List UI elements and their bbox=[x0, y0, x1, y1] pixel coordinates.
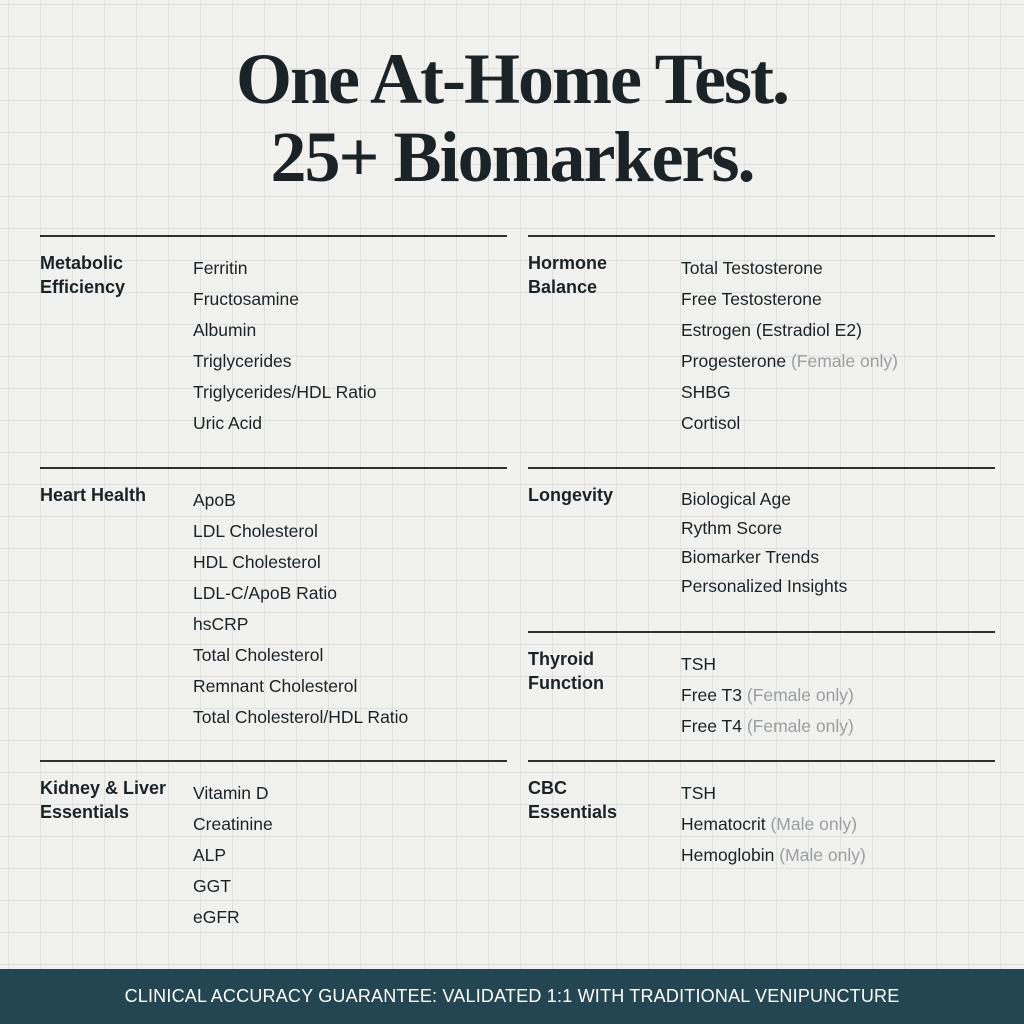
biomarker-name: Progesterone bbox=[681, 351, 787, 371]
page-title bbox=[0, 40, 1024, 196]
biomarker-name: Hematocrit bbox=[681, 814, 766, 834]
section-kidney-liver-essentials bbox=[40, 760, 507, 940]
biomarker-item: HDL Cholesterol bbox=[193, 552, 321, 572]
biomarker-item: hsCRP bbox=[193, 614, 249, 634]
biomarker-item: Biomarker Trends bbox=[681, 547, 820, 567]
biomarker-item bbox=[681, 711, 854, 742]
biomarker-item: LDL Cholesterol bbox=[193, 521, 318, 541]
biomarker-item: Biological Age bbox=[681, 489, 791, 509]
section-title bbox=[528, 483, 678, 507]
section-title bbox=[528, 776, 678, 824]
biomarker-item: Free Testosterone bbox=[681, 289, 822, 309]
section-title-line: Longevity bbox=[528, 485, 614, 505]
biomarker-item: Triglycerides bbox=[193, 351, 292, 371]
section-heart-health bbox=[40, 467, 507, 737]
availability-note: (Female only) bbox=[746, 685, 854, 705]
biomarker-item: Creatinine bbox=[193, 814, 273, 834]
section-title bbox=[40, 483, 190, 507]
section-title bbox=[528, 647, 678, 695]
biomarker-item: Vitamin D bbox=[193, 783, 269, 803]
banner-text: CLINICAL ACCURACY GUARANTEE: VALIDATED 1:1 WITH TRADITIONAL VENIPUNCTURE bbox=[124, 986, 900, 1006]
biomarker-item: Albumin bbox=[193, 320, 257, 340]
biomarker-item: Uric Acid bbox=[193, 413, 263, 433]
biomarker-item: Personalized Insights bbox=[681, 576, 848, 596]
biomarker-name: Free T3 bbox=[681, 685, 742, 705]
section-title bbox=[528, 251, 678, 299]
section-title-line: Essentials bbox=[528, 802, 618, 822]
biomarker-list bbox=[193, 778, 273, 933]
biomarker-item: Estrogen (Estradiol E2) bbox=[681, 320, 862, 340]
biomarker-item: LDL-C/ApoB Ratio bbox=[193, 583, 337, 603]
section-metabolic-efficiency bbox=[40, 235, 507, 435]
biomarker-item: Remnant Cholesterol bbox=[193, 676, 358, 696]
section-title-line: Hormone bbox=[528, 253, 608, 273]
section-title-line: Thyroid bbox=[528, 649, 594, 669]
biomarker-item: Fructosamine bbox=[193, 289, 300, 309]
biomarker-list bbox=[681, 253, 898, 439]
biomarker-item bbox=[681, 809, 866, 840]
accuracy-guarantee-banner bbox=[0, 969, 1024, 1024]
headline-line-2: 25+ Biomarkers. bbox=[270, 117, 754, 197]
availability-note: (Male only) bbox=[779, 845, 866, 865]
section-title-line: CBC bbox=[528, 778, 567, 798]
biomarker-list bbox=[681, 649, 854, 742]
biomarker-item bbox=[681, 346, 898, 377]
availability-note: (Female only) bbox=[790, 351, 898, 371]
biomarker-item: Ferritin bbox=[193, 258, 248, 278]
section-thyroid-function bbox=[528, 631, 995, 741]
section-title bbox=[40, 251, 190, 299]
section-title-line: Efficiency bbox=[40, 277, 126, 297]
biomarker-item: TSH bbox=[681, 783, 716, 803]
section-hormone-balance bbox=[528, 235, 995, 435]
section-title-line: Heart Health bbox=[40, 485, 147, 505]
biomarker-item: SHBG bbox=[681, 382, 731, 402]
biomarker-item: ApoB bbox=[193, 490, 236, 510]
biomarker-item: eGFR bbox=[193, 907, 240, 927]
headline-line-1: One At-Home Test. bbox=[236, 39, 788, 119]
biomarker-name: Free T4 bbox=[681, 716, 742, 736]
biomarker-list bbox=[681, 778, 866, 871]
section-title-line: Metabolic bbox=[40, 253, 124, 273]
section-title-line: Essentials bbox=[40, 802, 130, 822]
section-cbc-essentials bbox=[528, 760, 995, 880]
biomarker-item: Total Cholesterol/HDL Ratio bbox=[193, 707, 409, 727]
biomarker-list bbox=[681, 485, 847, 601]
section-title-line: Balance bbox=[528, 277, 598, 297]
biomarker-list bbox=[193, 253, 376, 439]
biomarker-item: Total Testosterone bbox=[681, 258, 823, 278]
biomarker-item bbox=[681, 680, 854, 711]
section-longevity bbox=[528, 467, 995, 607]
biomarker-item: Triglycerides/HDL Ratio bbox=[193, 382, 377, 402]
biomarker-item: ALP bbox=[193, 845, 227, 865]
biomarker-item: GGT bbox=[193, 876, 231, 896]
biomarker-item: Rythm Score bbox=[681, 518, 783, 538]
biomarker-name: Hemoglobin bbox=[681, 845, 775, 865]
biomarker-item: Cortisol bbox=[681, 413, 741, 433]
biomarker-item: TSH bbox=[681, 654, 716, 674]
section-title-line: Function bbox=[528, 673, 604, 693]
biomarker-list bbox=[193, 485, 408, 733]
section-title bbox=[40, 776, 190, 824]
biomarker-item bbox=[681, 840, 866, 871]
biomarker-item: Total Cholesterol bbox=[193, 645, 324, 665]
availability-note: (Male only) bbox=[770, 814, 858, 834]
section-title-line: Kidney & Liver bbox=[40, 778, 167, 798]
availability-note: (Female only) bbox=[746, 716, 854, 736]
